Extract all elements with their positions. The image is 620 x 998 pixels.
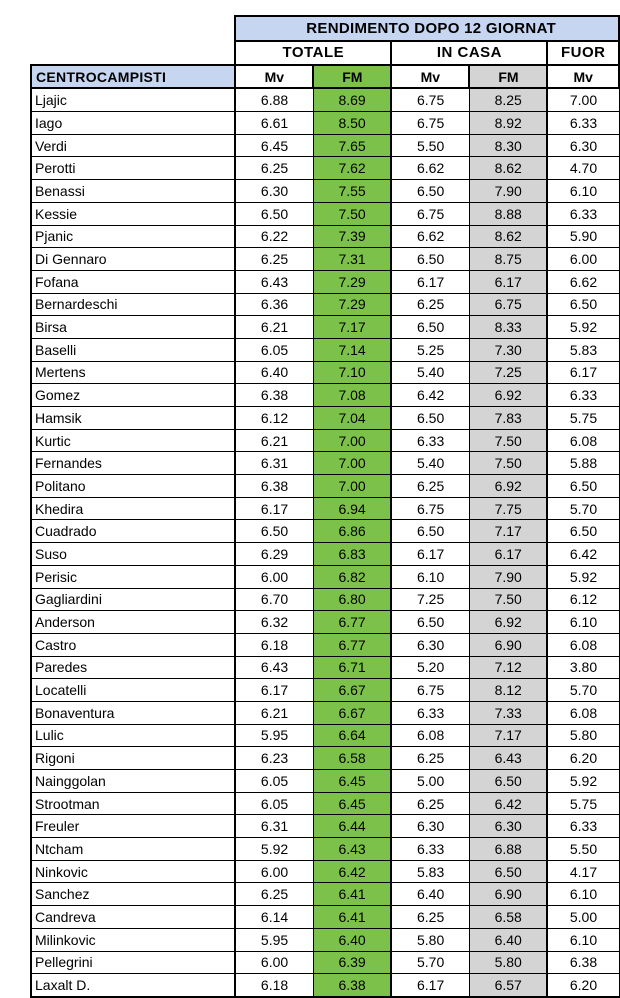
table-row bbox=[31, 633, 619, 656]
totale-fm-cell: 7.55 bbox=[313, 180, 391, 203]
player-name: Verdi bbox=[31, 134, 235, 157]
fuori-mv-cell: 6.38 bbox=[547, 951, 619, 974]
casa-mv-cell: 6.75 bbox=[391, 112, 469, 135]
casa-fm-cell: 8.75 bbox=[469, 248, 547, 271]
totale-fm-cell: 8.69 bbox=[313, 88, 391, 111]
totale-mv-cell: 6.17 bbox=[235, 497, 313, 520]
totale-mv-cell: 6.70 bbox=[235, 588, 313, 611]
totale-fm-cell: 7.04 bbox=[313, 407, 391, 430]
casa-mv-cell: 6.30 bbox=[391, 633, 469, 656]
blank-corner-2 bbox=[31, 41, 235, 65]
table-row bbox=[31, 248, 619, 271]
table-row bbox=[31, 134, 619, 157]
player-name: Perisic bbox=[31, 565, 235, 588]
casa-fm-cell: 6.92 bbox=[469, 384, 547, 407]
totale-mv-cell: 6.00 bbox=[235, 951, 313, 974]
group-totale: TOTALE bbox=[235, 41, 391, 65]
casa-fm-cell: 8.30 bbox=[469, 134, 547, 157]
fuori-mv-cell: 6.33 bbox=[547, 384, 619, 407]
fuori-mv-cell: 4.70 bbox=[547, 157, 619, 180]
fuori-mv-cell: 6.42 bbox=[547, 543, 619, 566]
player-name: Paredes bbox=[31, 656, 235, 679]
player-name: Fofana bbox=[31, 270, 235, 293]
totale-mv-cell: 5.92 bbox=[235, 838, 313, 861]
fuori-mv-cell: 5.70 bbox=[547, 497, 619, 520]
table-row bbox=[31, 112, 619, 135]
table-row bbox=[31, 361, 619, 384]
fuori-mv-cell: 5.80 bbox=[547, 724, 619, 747]
casa-mv-cell: 6.25 bbox=[391, 906, 469, 929]
casa-fm-cell: 6.90 bbox=[469, 883, 547, 906]
table-row bbox=[31, 157, 619, 180]
table-row bbox=[31, 770, 619, 793]
totale-fm-cell: 6.71 bbox=[313, 656, 391, 679]
casa-fm-cell: 6.17 bbox=[469, 543, 547, 566]
table-row bbox=[31, 452, 619, 475]
fuori-mv-cell: 5.75 bbox=[547, 407, 619, 430]
casa-mv-cell: 6.17 bbox=[391, 270, 469, 293]
table-row bbox=[31, 202, 619, 225]
totale-mv-cell: 6.14 bbox=[235, 906, 313, 929]
player-name: Strootman bbox=[31, 792, 235, 815]
casa-fm-cell: 8.33 bbox=[469, 316, 547, 339]
player-name: Di Gennaro bbox=[31, 248, 235, 271]
table-row bbox=[31, 951, 619, 974]
casa-fm-cell: 5.80 bbox=[469, 951, 547, 974]
casa-fm-cell: 7.50 bbox=[469, 452, 547, 475]
player-name: Freuler bbox=[31, 815, 235, 838]
casa-mv-cell: 6.62 bbox=[391, 157, 469, 180]
fuori-mv-cell: 6.50 bbox=[547, 520, 619, 543]
player-name: Nainggolan bbox=[31, 770, 235, 793]
table-row bbox=[31, 883, 619, 906]
totale-mv-cell: 6.23 bbox=[235, 747, 313, 770]
table-body bbox=[31, 88, 619, 997]
player-name: Locatelli bbox=[31, 679, 235, 702]
totale-mv-cell: 6.30 bbox=[235, 180, 313, 203]
player-name: Perotti bbox=[31, 157, 235, 180]
table-row bbox=[31, 747, 619, 770]
casa-mv-cell: 6.40 bbox=[391, 883, 469, 906]
totale-mv-cell: 6.38 bbox=[235, 384, 313, 407]
casa-mv-cell: 6.33 bbox=[391, 429, 469, 452]
blank-corner bbox=[31, 16, 235, 41]
totale-fm-cell: 7.14 bbox=[313, 338, 391, 361]
casa-mv-cell: 5.00 bbox=[391, 770, 469, 793]
totale-mv-cell: 6.50 bbox=[235, 202, 313, 225]
totale-mv-cell: 6.50 bbox=[235, 520, 313, 543]
totale-mv-cell: 6.05 bbox=[235, 792, 313, 815]
fuori-mv-cell: 6.33 bbox=[547, 815, 619, 838]
totale-mv-cell: 6.38 bbox=[235, 475, 313, 498]
player-name: Rigoni bbox=[31, 747, 235, 770]
totale-mv-cell: 6.05 bbox=[235, 338, 313, 361]
fuori-mv-cell: 5.70 bbox=[547, 679, 619, 702]
table-row bbox=[31, 815, 619, 838]
fuori-mv-cell: 5.88 bbox=[547, 452, 619, 475]
totale-fm-cell: 6.77 bbox=[313, 633, 391, 656]
totale-fm-cell: 6.80 bbox=[313, 588, 391, 611]
table-row bbox=[31, 724, 619, 747]
player-name: Pjanic bbox=[31, 225, 235, 248]
player-name: Ljajic bbox=[31, 88, 235, 111]
totale-mv-cell: 6.00 bbox=[235, 565, 313, 588]
table-row bbox=[31, 429, 619, 452]
casa-fm-cell: 6.42 bbox=[469, 792, 547, 815]
group-fuori: FUOR bbox=[547, 41, 619, 65]
player-name: Bonaventura bbox=[31, 701, 235, 724]
casa-fm-cell: 6.50 bbox=[469, 860, 547, 883]
casa-fm-cell: 7.90 bbox=[469, 565, 547, 588]
fuori-mv-cell: 5.00 bbox=[547, 906, 619, 929]
totale-fm-cell: 7.29 bbox=[313, 293, 391, 316]
totale-mv-cell: 5.95 bbox=[235, 928, 313, 951]
fuori-mv-cell: 6.08 bbox=[547, 701, 619, 724]
casa-mv-cell: 6.50 bbox=[391, 520, 469, 543]
role-header: CENTROCAMPISTI bbox=[31, 65, 235, 89]
totale-fm-cell: 6.41 bbox=[313, 906, 391, 929]
totale-fm-cell: 6.41 bbox=[313, 883, 391, 906]
totale-mv-cell: 6.61 bbox=[235, 112, 313, 135]
casa-mv-cell: 6.75 bbox=[391, 497, 469, 520]
casa-fm-cell: 7.25 bbox=[469, 361, 547, 384]
totale-mv-cell: 6.00 bbox=[235, 860, 313, 883]
table-row bbox=[31, 792, 619, 815]
totale-fm-cell: 6.58 bbox=[313, 747, 391, 770]
totale-fm-cell: 6.38 bbox=[313, 974, 391, 997]
totale-fm-cell: 7.00 bbox=[313, 429, 391, 452]
casa-mv-cell: 7.25 bbox=[391, 588, 469, 611]
col-header-fuori-mv: Mv bbox=[547, 65, 619, 89]
casa-mv-cell: 6.75 bbox=[391, 88, 469, 111]
totale-mv-cell: 6.18 bbox=[235, 974, 313, 997]
table-row bbox=[31, 338, 619, 361]
totale-mv-cell: 6.12 bbox=[235, 407, 313, 430]
casa-fm-cell: 6.75 bbox=[469, 293, 547, 316]
fuori-mv-cell: 6.08 bbox=[547, 429, 619, 452]
casa-mv-cell: 6.25 bbox=[391, 293, 469, 316]
totale-mv-cell: 6.21 bbox=[235, 701, 313, 724]
player-name: Suso bbox=[31, 543, 235, 566]
fuori-mv-cell: 3.80 bbox=[547, 656, 619, 679]
totale-mv-cell: 6.17 bbox=[235, 679, 313, 702]
fuori-mv-cell: 6.10 bbox=[547, 928, 619, 951]
casa-fm-cell: 6.43 bbox=[469, 747, 547, 770]
totale-fm-cell: 6.39 bbox=[313, 951, 391, 974]
casa-mv-cell: 5.50 bbox=[391, 134, 469, 157]
totale-mv-cell: 6.32 bbox=[235, 611, 313, 634]
table-row bbox=[31, 316, 619, 339]
totale-fm-cell: 7.00 bbox=[313, 452, 391, 475]
totale-mv-cell: 6.40 bbox=[235, 361, 313, 384]
fuori-mv-cell: 5.75 bbox=[547, 792, 619, 815]
casa-mv-cell: 6.33 bbox=[391, 701, 469, 724]
casa-mv-cell: 6.50 bbox=[391, 316, 469, 339]
totale-fm-cell: 6.82 bbox=[313, 565, 391, 588]
casa-fm-cell: 7.17 bbox=[469, 724, 547, 747]
totale-mv-cell: 6.29 bbox=[235, 543, 313, 566]
table-row bbox=[31, 838, 619, 861]
totale-fm-cell: 6.43 bbox=[313, 838, 391, 861]
totale-fm-cell: 6.77 bbox=[313, 611, 391, 634]
player-name: Hamsik bbox=[31, 407, 235, 430]
casa-mv-cell: 5.70 bbox=[391, 951, 469, 974]
casa-mv-cell: 6.30 bbox=[391, 815, 469, 838]
casa-mv-cell: 6.50 bbox=[391, 407, 469, 430]
casa-fm-cell: 6.58 bbox=[469, 906, 547, 929]
col-header-casa-mv: Mv bbox=[391, 65, 469, 89]
totale-mv-cell: 6.31 bbox=[235, 815, 313, 838]
player-name: Baselli bbox=[31, 338, 235, 361]
fuori-mv-cell: 6.20 bbox=[547, 974, 619, 997]
casa-fm-cell: 8.88 bbox=[469, 202, 547, 225]
casa-fm-cell: 8.25 bbox=[469, 88, 547, 111]
casa-mv-cell: 5.20 bbox=[391, 656, 469, 679]
totale-mv-cell: 6.05 bbox=[235, 770, 313, 793]
table-row bbox=[31, 180, 619, 203]
fuori-mv-cell: 5.50 bbox=[547, 838, 619, 861]
totale-mv-cell: 6.21 bbox=[235, 429, 313, 452]
player-name: Castro bbox=[31, 633, 235, 656]
totale-mv-cell: 6.25 bbox=[235, 157, 313, 180]
fuori-mv-cell: 6.50 bbox=[547, 293, 619, 316]
fuori-mv-cell: 4.17 bbox=[547, 860, 619, 883]
totale-mv-cell: 6.88 bbox=[235, 88, 313, 111]
casa-fm-cell: 6.50 bbox=[469, 770, 547, 793]
table-row bbox=[31, 656, 619, 679]
player-name: Ninkovic bbox=[31, 860, 235, 883]
casa-fm-cell: 6.90 bbox=[469, 633, 547, 656]
totale-fm-cell: 8.50 bbox=[313, 112, 391, 135]
casa-fm-cell: 8.62 bbox=[469, 157, 547, 180]
table-row bbox=[31, 475, 619, 498]
table-row bbox=[31, 928, 619, 951]
table-row bbox=[31, 679, 619, 702]
casa-mv-cell: 6.75 bbox=[391, 679, 469, 702]
player-name: Bernardeschi bbox=[31, 293, 235, 316]
casa-mv-cell: 5.25 bbox=[391, 338, 469, 361]
totale-fm-cell: 7.65 bbox=[313, 134, 391, 157]
totale-fm-cell: 7.39 bbox=[313, 225, 391, 248]
casa-mv-cell: 6.08 bbox=[391, 724, 469, 747]
totale-fm-cell: 6.45 bbox=[313, 770, 391, 793]
casa-mv-cell: 6.42 bbox=[391, 384, 469, 407]
fuori-mv-cell: 6.10 bbox=[547, 180, 619, 203]
casa-fm-cell: 7.50 bbox=[469, 429, 547, 452]
player-name: Kurtic bbox=[31, 429, 235, 452]
totale-mv-cell: 6.25 bbox=[235, 248, 313, 271]
col-header-tot-mv: Mv bbox=[235, 65, 313, 89]
casa-mv-cell: 5.80 bbox=[391, 928, 469, 951]
stats-sheet bbox=[30, 15, 620, 998]
player-name: Benassi bbox=[31, 180, 235, 203]
group-in-casa: IN CASA bbox=[391, 41, 547, 65]
table-row bbox=[31, 701, 619, 724]
fuori-mv-cell: 6.00 bbox=[547, 248, 619, 271]
fuori-mv-cell: 6.50 bbox=[547, 475, 619, 498]
casa-mv-cell: 6.62 bbox=[391, 225, 469, 248]
casa-fm-cell: 6.92 bbox=[469, 611, 547, 634]
player-name: Gomez bbox=[31, 384, 235, 407]
player-name: Lulic bbox=[31, 724, 235, 747]
totale-mv-cell: 6.43 bbox=[235, 270, 313, 293]
casa-fm-cell: 6.88 bbox=[469, 838, 547, 861]
player-name: Mertens bbox=[31, 361, 235, 384]
totale-fm-cell: 7.31 bbox=[313, 248, 391, 271]
casa-mv-cell: 6.25 bbox=[391, 475, 469, 498]
totale-fm-cell: 6.67 bbox=[313, 701, 391, 724]
totale-fm-cell: 6.45 bbox=[313, 792, 391, 815]
totale-fm-cell: 6.64 bbox=[313, 724, 391, 747]
totale-mv-cell: 5.95 bbox=[235, 724, 313, 747]
casa-mv-cell: 6.25 bbox=[391, 792, 469, 815]
fuori-mv-cell: 5.92 bbox=[547, 565, 619, 588]
player-name: Iago bbox=[31, 112, 235, 135]
totale-fm-cell: 7.08 bbox=[313, 384, 391, 407]
fuori-mv-cell: 6.33 bbox=[547, 202, 619, 225]
totale-mv-cell: 6.43 bbox=[235, 656, 313, 679]
table-row bbox=[31, 497, 619, 520]
casa-fm-cell: 8.12 bbox=[469, 679, 547, 702]
casa-fm-cell: 6.17 bbox=[469, 270, 547, 293]
casa-mv-cell: 6.50 bbox=[391, 248, 469, 271]
fuori-mv-cell: 5.90 bbox=[547, 225, 619, 248]
casa-mv-cell: 6.50 bbox=[391, 180, 469, 203]
casa-fm-cell: 8.92 bbox=[469, 112, 547, 135]
casa-fm-cell: 6.30 bbox=[469, 815, 547, 838]
player-name: Gagliardini bbox=[31, 588, 235, 611]
totale-mv-cell: 6.18 bbox=[235, 633, 313, 656]
casa-fm-cell: 7.90 bbox=[469, 180, 547, 203]
totale-mv-cell: 6.36 bbox=[235, 293, 313, 316]
player-name: Anderson bbox=[31, 611, 235, 634]
casa-fm-cell: 8.62 bbox=[469, 225, 547, 248]
totale-fm-cell: 6.94 bbox=[313, 497, 391, 520]
player-name: Ntcham bbox=[31, 838, 235, 861]
casa-fm-cell: 6.40 bbox=[469, 928, 547, 951]
fuori-mv-cell: 6.10 bbox=[547, 611, 619, 634]
casa-mv-cell: 6.25 bbox=[391, 747, 469, 770]
totale-fm-cell: 6.67 bbox=[313, 679, 391, 702]
player-name: Milinkovic bbox=[31, 928, 235, 951]
casa-fm-cell: 7.33 bbox=[469, 701, 547, 724]
totale-fm-cell: 6.40 bbox=[313, 928, 391, 951]
fuori-mv-cell: 5.92 bbox=[547, 770, 619, 793]
fuori-mv-cell: 6.12 bbox=[547, 588, 619, 611]
fuori-mv-cell: 6.30 bbox=[547, 134, 619, 157]
player-name: Cuadrado bbox=[31, 520, 235, 543]
player-name: Pellegrini bbox=[31, 951, 235, 974]
totale-fm-cell: 7.00 bbox=[313, 475, 391, 498]
casa-fm-cell: 7.50 bbox=[469, 588, 547, 611]
casa-mv-cell: 5.40 bbox=[391, 452, 469, 475]
table-row bbox=[31, 384, 619, 407]
table-row bbox=[31, 588, 619, 611]
totale-fm-cell: 7.62 bbox=[313, 157, 391, 180]
table-row bbox=[31, 270, 619, 293]
casa-mv-cell: 6.17 bbox=[391, 974, 469, 997]
table-row bbox=[31, 225, 619, 248]
totale-fm-cell: 7.17 bbox=[313, 316, 391, 339]
col-header-tot-fm: FM bbox=[313, 65, 391, 89]
casa-fm-cell: 7.17 bbox=[469, 520, 547, 543]
table-row bbox=[31, 88, 619, 111]
col-header-casa-fm: FM bbox=[469, 65, 547, 89]
fuori-mv-cell: 6.17 bbox=[547, 361, 619, 384]
casa-mv-cell: 6.17 bbox=[391, 543, 469, 566]
totale-fm-cell: 6.86 bbox=[313, 520, 391, 543]
fuori-mv-cell: 7.00 bbox=[547, 88, 619, 111]
totale-mv-cell: 6.25 bbox=[235, 883, 313, 906]
totale-fm-cell: 7.29 bbox=[313, 270, 391, 293]
player-name: Sanchez bbox=[31, 883, 235, 906]
totale-mv-cell: 6.31 bbox=[235, 452, 313, 475]
casa-fm-cell: 7.12 bbox=[469, 656, 547, 679]
totale-fm-cell: 7.50 bbox=[313, 202, 391, 225]
stats-table bbox=[30, 15, 620, 998]
casa-mv-cell: 6.33 bbox=[391, 838, 469, 861]
player-name: Politano bbox=[31, 475, 235, 498]
table-row bbox=[31, 860, 619, 883]
player-name: Candreva bbox=[31, 906, 235, 929]
casa-fm-cell: 7.75 bbox=[469, 497, 547, 520]
totale-fm-cell: 6.42 bbox=[313, 860, 391, 883]
totale-fm-cell: 6.83 bbox=[313, 543, 391, 566]
table-row bbox=[31, 543, 619, 566]
table-title: RENDIMENTO DOPO 12 GIORNAT bbox=[235, 16, 619, 41]
player-name: Fernandes bbox=[31, 452, 235, 475]
totale-mv-cell: 6.22 bbox=[235, 225, 313, 248]
fuori-mv-cell: 6.10 bbox=[547, 883, 619, 906]
fuori-mv-cell: 6.33 bbox=[547, 112, 619, 135]
table-row bbox=[31, 407, 619, 430]
casa-fm-cell: 7.30 bbox=[469, 338, 547, 361]
casa-mv-cell: 6.75 bbox=[391, 202, 469, 225]
fuori-mv-cell: 6.20 bbox=[547, 747, 619, 770]
table-row bbox=[31, 520, 619, 543]
table-row bbox=[31, 565, 619, 588]
table-row bbox=[31, 974, 619, 997]
casa-fm-cell: 7.83 bbox=[469, 407, 547, 430]
player-name: Birsa bbox=[31, 316, 235, 339]
casa-mv-cell: 5.40 bbox=[391, 361, 469, 384]
totale-fm-cell: 7.10 bbox=[313, 361, 391, 384]
player-name: Laxalt D. bbox=[31, 974, 235, 997]
totale-mv-cell: 6.45 bbox=[235, 134, 313, 157]
fuori-mv-cell: 6.62 bbox=[547, 270, 619, 293]
casa-mv-cell: 6.50 bbox=[391, 611, 469, 634]
totale-fm-cell: 6.44 bbox=[313, 815, 391, 838]
casa-mv-cell: 5.83 bbox=[391, 860, 469, 883]
casa-fm-cell: 6.92 bbox=[469, 475, 547, 498]
casa-fm-cell: 6.57 bbox=[469, 974, 547, 997]
fuori-mv-cell: 5.83 bbox=[547, 338, 619, 361]
player-name: Kessie bbox=[31, 202, 235, 225]
table-row bbox=[31, 293, 619, 316]
casa-mv-cell: 6.10 bbox=[391, 565, 469, 588]
fuori-mv-cell: 6.08 bbox=[547, 633, 619, 656]
fuori-mv-cell: 5.92 bbox=[547, 316, 619, 339]
table-row bbox=[31, 611, 619, 634]
table-row bbox=[31, 906, 619, 929]
player-name: Khedira bbox=[31, 497, 235, 520]
totale-mv-cell: 6.21 bbox=[235, 316, 313, 339]
